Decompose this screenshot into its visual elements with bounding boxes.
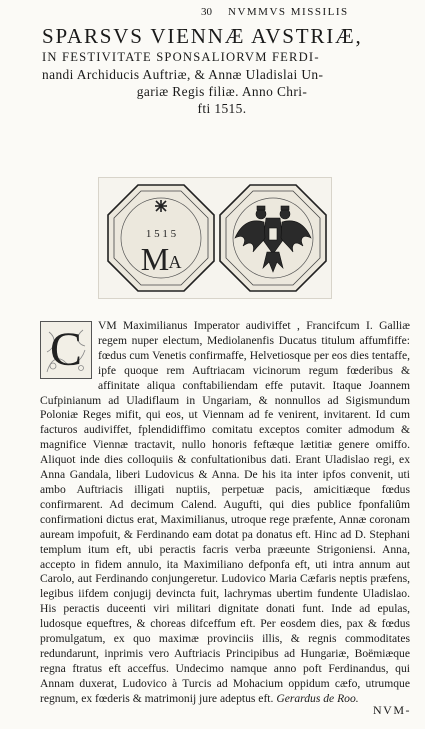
title-line-4: gariæ Regis filiæ. Anno Chri- — [136, 84, 308, 99]
coin-monogram-right: A — [168, 252, 182, 272]
title-line-5: fti 1515. — [197, 101, 247, 116]
dropcap-letter: C — [49, 323, 82, 376]
coin-obverse — [105, 182, 217, 294]
catchword: NVM- — [373, 703, 411, 717]
ornamental-initial — [40, 321, 92, 379]
coin-reverse-eagle — [217, 182, 329, 294]
body-paragraph — [40, 319, 410, 707]
coin-date: 1 5 1 5 — [145, 228, 177, 240]
running-head — [0, 6, 425, 22]
body-paragraph-text: VM Maximilianus Imperator audiviffet , Francifcum I. Galliæ regem nuper electum, Mediolanenfis Ducatus titulum affumfiffe: fœdus cum Venetis confirmaffe, Helvetiosque per eos dies tentaffe, ipfe quoque rem Auftriacam vicinorum regum fœderibus & affinitate aliqua conftabiliendam effe putavit. Itaque Joannem Cufpinianum ad Uladiflaum in Ungariam, & nonnullos ad Sigismundum Poloniæ Reges mifit, qui eos, ut Viennam ad fe venirent, invitarent. Id cum facturos audiviffet, fplendidiffimo comitatu exceptos comiter admodum & magnifice Viennæ tractavit, nullo honoris feftæque lætitiæ genere omiffo. Aliquot inde dies colloquiis & confultationibus dati. Erant Uladislao regi, ex Anna Gandala, liberi Ludovicus & Anna. De his ita inter ipfos convenit, uti ambo Auftriacis illigati nuptiis, perpetuæ pacis, amicitiæque fœdus confirmarent. Ad decimum Calend. Augufti, qui dies publice fponfaliûm confirmationi dictus erat, Maximilianus, utroque rege præfente, Annæ coronam auream impofuit, & Ferdinando eam dotat pa donatus eft. Hinc ad D. Stephani templum itum eft, ubi peractis facris verba præeunte Strigoniensi. Anna, accepto in fidem annulo, ita Maximiliano defponfa eft, uti intra annum aut Carolo, aut Ferdinando conjungeretur. Ludovico Maria Cæfaris neptis præfens, legibus iifdem conjugij devincta fuit, lachrymas ubertim fundente Uladislao. His peractis duceenti viri militari dignitate donati funt. Inde ad epulas, ludosque equeftres, & choreas difceffum eft. Per eosdem dies, pax & fœdus promulgatum, ex quo maximæ provinciis illis, & regnis commoditates redundarunt, inprimis vero Auftriacis Principibus ad Hungariæ, Boëmiæque regna ftratus eft acceffus. Undecimo namque anno poft Ferdinandus, qui Annam duxerat, Ludovico à Turcis ad Mohacium oppidum cæfo, utrumque regnum, ex fœderis & matrimonij jure adeptus eft. — [40, 319, 410, 705]
title-line-1: SPARSVS VIENNÆ AVSTRIÆ, — [42, 24, 363, 48]
coin-plate — [98, 177, 332, 299]
page-number: 30 — [201, 6, 212, 18]
attribution: Gerardus de Roo. — [276, 691, 359, 705]
title-line-3: nandi Archiducis Auftriæ, & Annæ Uladislai Un- — [42, 67, 324, 82]
title-line-2: IN FESTIVITATE SPONSALIORVM FERDI- — [42, 50, 320, 64]
coin-monogram: M — [140, 241, 170, 277]
body-text — [40, 319, 410, 707]
title-block — [42, 24, 402, 117]
running-title: NVMMVS MISSILIS — [228, 6, 349, 18]
